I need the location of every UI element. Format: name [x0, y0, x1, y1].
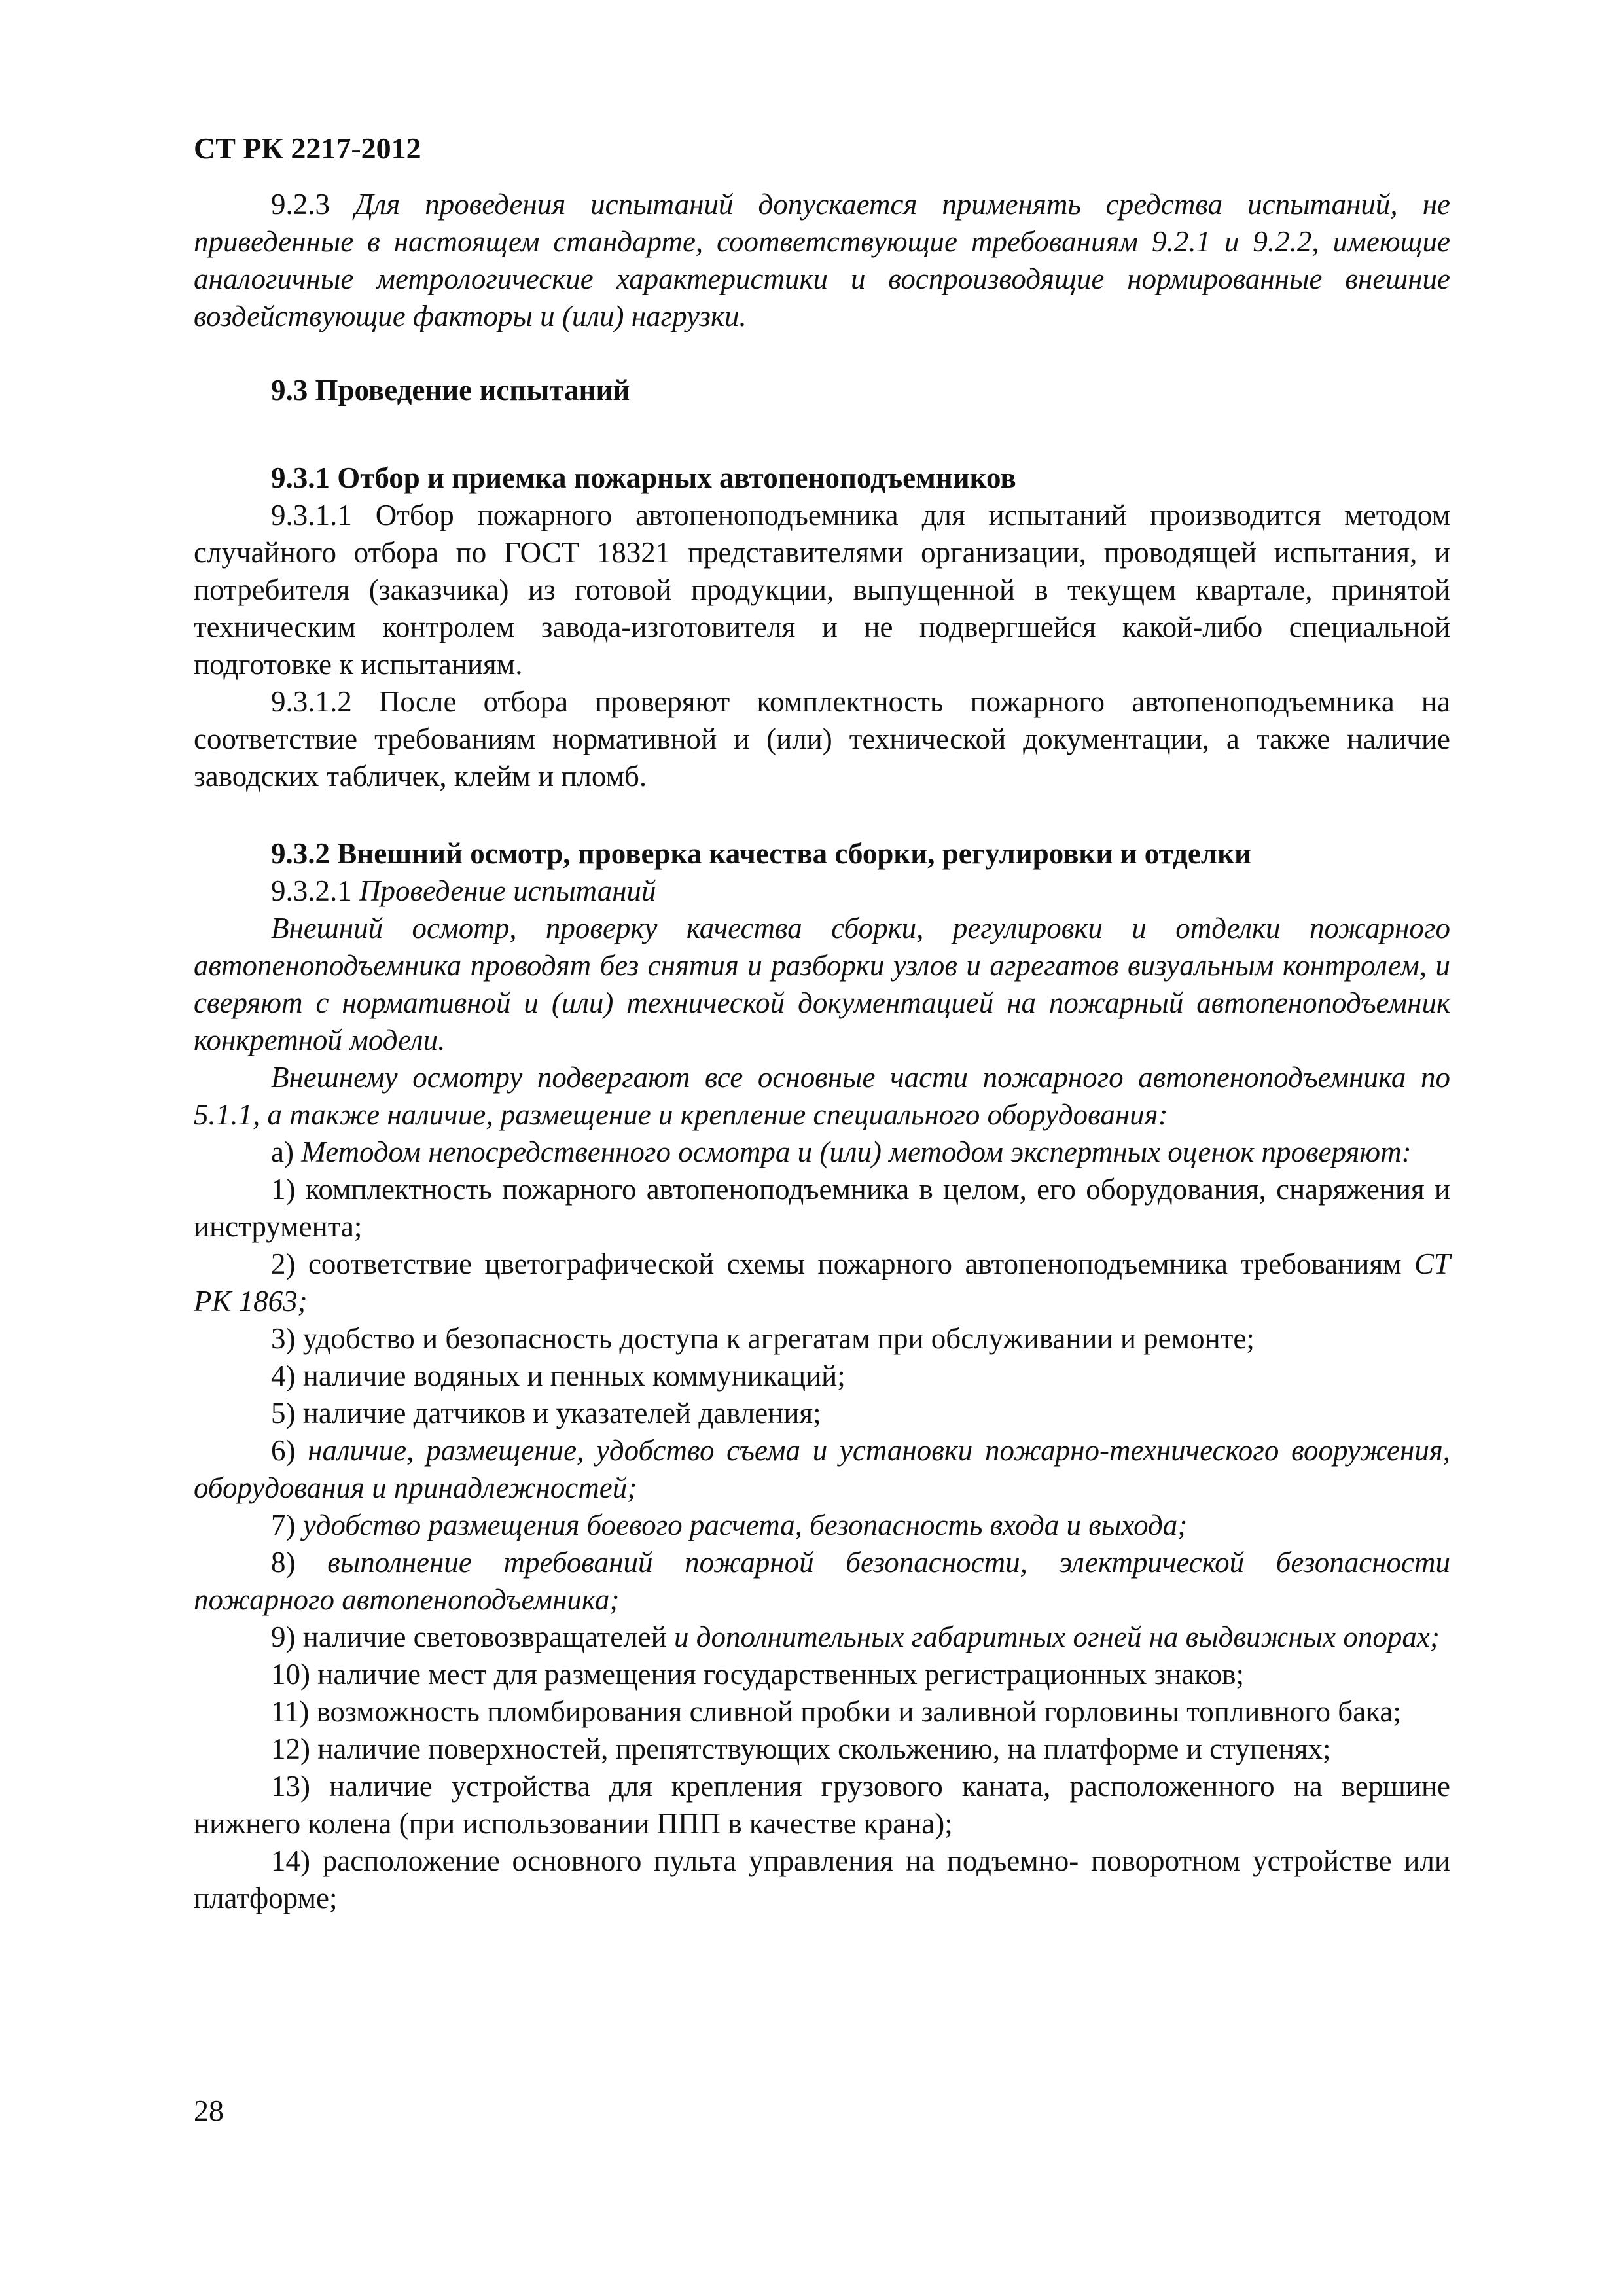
paragraph: 9.3.1.2 После отбора проверяют комплектность пожарного автопеноподъемника на соответствие требованиям нормативной и (или) технической документации, а также наличие заводских табличек, клейм и пломб.: [194, 685, 1450, 793]
document-header: СТ РК 2217-2012: [194, 132, 421, 165]
page-number: 28: [194, 2094, 224, 2127]
paragraph: Внешний осмотр, проверку качества сборки, регулировки и отделки пожарного автопеноподъемника проводят без снятия и разборки узлов и агрегатов визуальным контролем, и сверяют с нормативной и (или) технической документацией на пожарный автопеноподъемник конкретной модели.: [194, 912, 1450, 1056]
section-9-3-heading: [194, 372, 1450, 409]
subsection-heading: 9.3.1 Отбор и приемка пожарных автопеноподъемников: [271, 461, 1016, 494]
paragraph: Внешнему осмотру подвергают все основные части пожарного автопеноподъемника по 5.1.1, а также наличие, размещение и крепление специального оборудования:: [194, 1061, 1450, 1131]
list-item: 13) наличие устройства для крепления грузового каната, расположенного на вершине нижнего колена (при использовании ППП в качестве крана);: [194, 1770, 1450, 1840]
clause-number: 9.3.2.1: [271, 874, 352, 907]
section-9-3-1: [194, 459, 1450, 795]
list-item: 1) комплектность пожарного автопеноподъемника в целом, его оборудования, снаряжения и инструмента;: [194, 1173, 1450, 1243]
list-item: 8) выполнение требований пожарной безопасности, электрической безопасности пожарного автопеноподъемника;: [194, 1546, 1451, 1616]
item-text: Методом непосредственного осмотра и (или) методом экспертных оценок проверяют:: [301, 1136, 1412, 1168]
list-item: 14) расположение основного пульта управления на подъемно- поворотном устройстве или платформе;: [194, 1844, 1450, 1914]
subsection-heading: 9.3.2 Внешний осмотр, проверка качества сборки, регулировки и отделки: [271, 837, 1251, 870]
item-prefix: а): [271, 1136, 294, 1168]
list-item: 6) наличие, размещение, удобство съема и установки пожарно-технического вооружения, оборудования и принадлежностей;: [194, 1434, 1450, 1504]
list-item: 2) соответствие цветографической схемы пожарного автопеноподъемника требованиям СТ РК 1863;: [194, 1247, 1451, 1318]
list-item: 5) наличие датчиков и указателей давления;: [271, 1397, 821, 1429]
paragraph: 9.3.1.1 Отбор пожарного автопеноподъемника для испытаний производится методом случайного отбора по ГОСТ 18321 представителями организации, проводящей испытания, и потребителя (заказчика) из готовой продукции, выпущенной в текущем квартале, принятой техническим контролем завода-изготовителя и не подвергшейся какой-либо специальной подготовке к испытаниям.: [194, 499, 1450, 681]
section-heading: 9.3 Проведение испытаний: [271, 374, 630, 406]
list-item: 12) наличие поверхностей, препятствующих скольжению, на платформе и ступенях;: [271, 1732, 1331, 1765]
list-item: 9) наличие световозвращателей и дополнительных габаритных огней на выдвижных опорах;: [271, 1621, 1440, 1653]
clause-title: Проведение испытаний: [359, 874, 656, 907]
clause-text: Для проведения испытаний допускается применять средства испытаний, не приведенные в настоящем стандарте, соответствующие требованиям 9.2.1 и 9.2.2, имеющие аналогичные метрологические характеристики и воспроизводящие нормированные внешние воздействующие факторы и (или) нагрузки.: [194, 188, 1450, 332]
list-item: 11) возможность пломбирования сливной пробки и заливной горловины топливного бака;: [271, 1695, 1401, 1728]
section-9-2-3: [194, 186, 1450, 335]
list-item: 3) удобство и безопасность доступа к агрегатам при обслуживании и ремонте;: [271, 1322, 1255, 1355]
list-item: 10) наличие мест для размещения государственных регистрационных знаков;: [271, 1658, 1244, 1691]
clause-number: 9.2.3: [271, 188, 330, 221]
section-9-3-2: [194, 835, 1450, 1917]
list-item: 4) наличие водяных и пенных коммуникаций;: [271, 1359, 846, 1392]
list-item: 7) удобство размещения боевого расчета, безопасность входа и выхода;: [271, 1509, 1188, 1541]
